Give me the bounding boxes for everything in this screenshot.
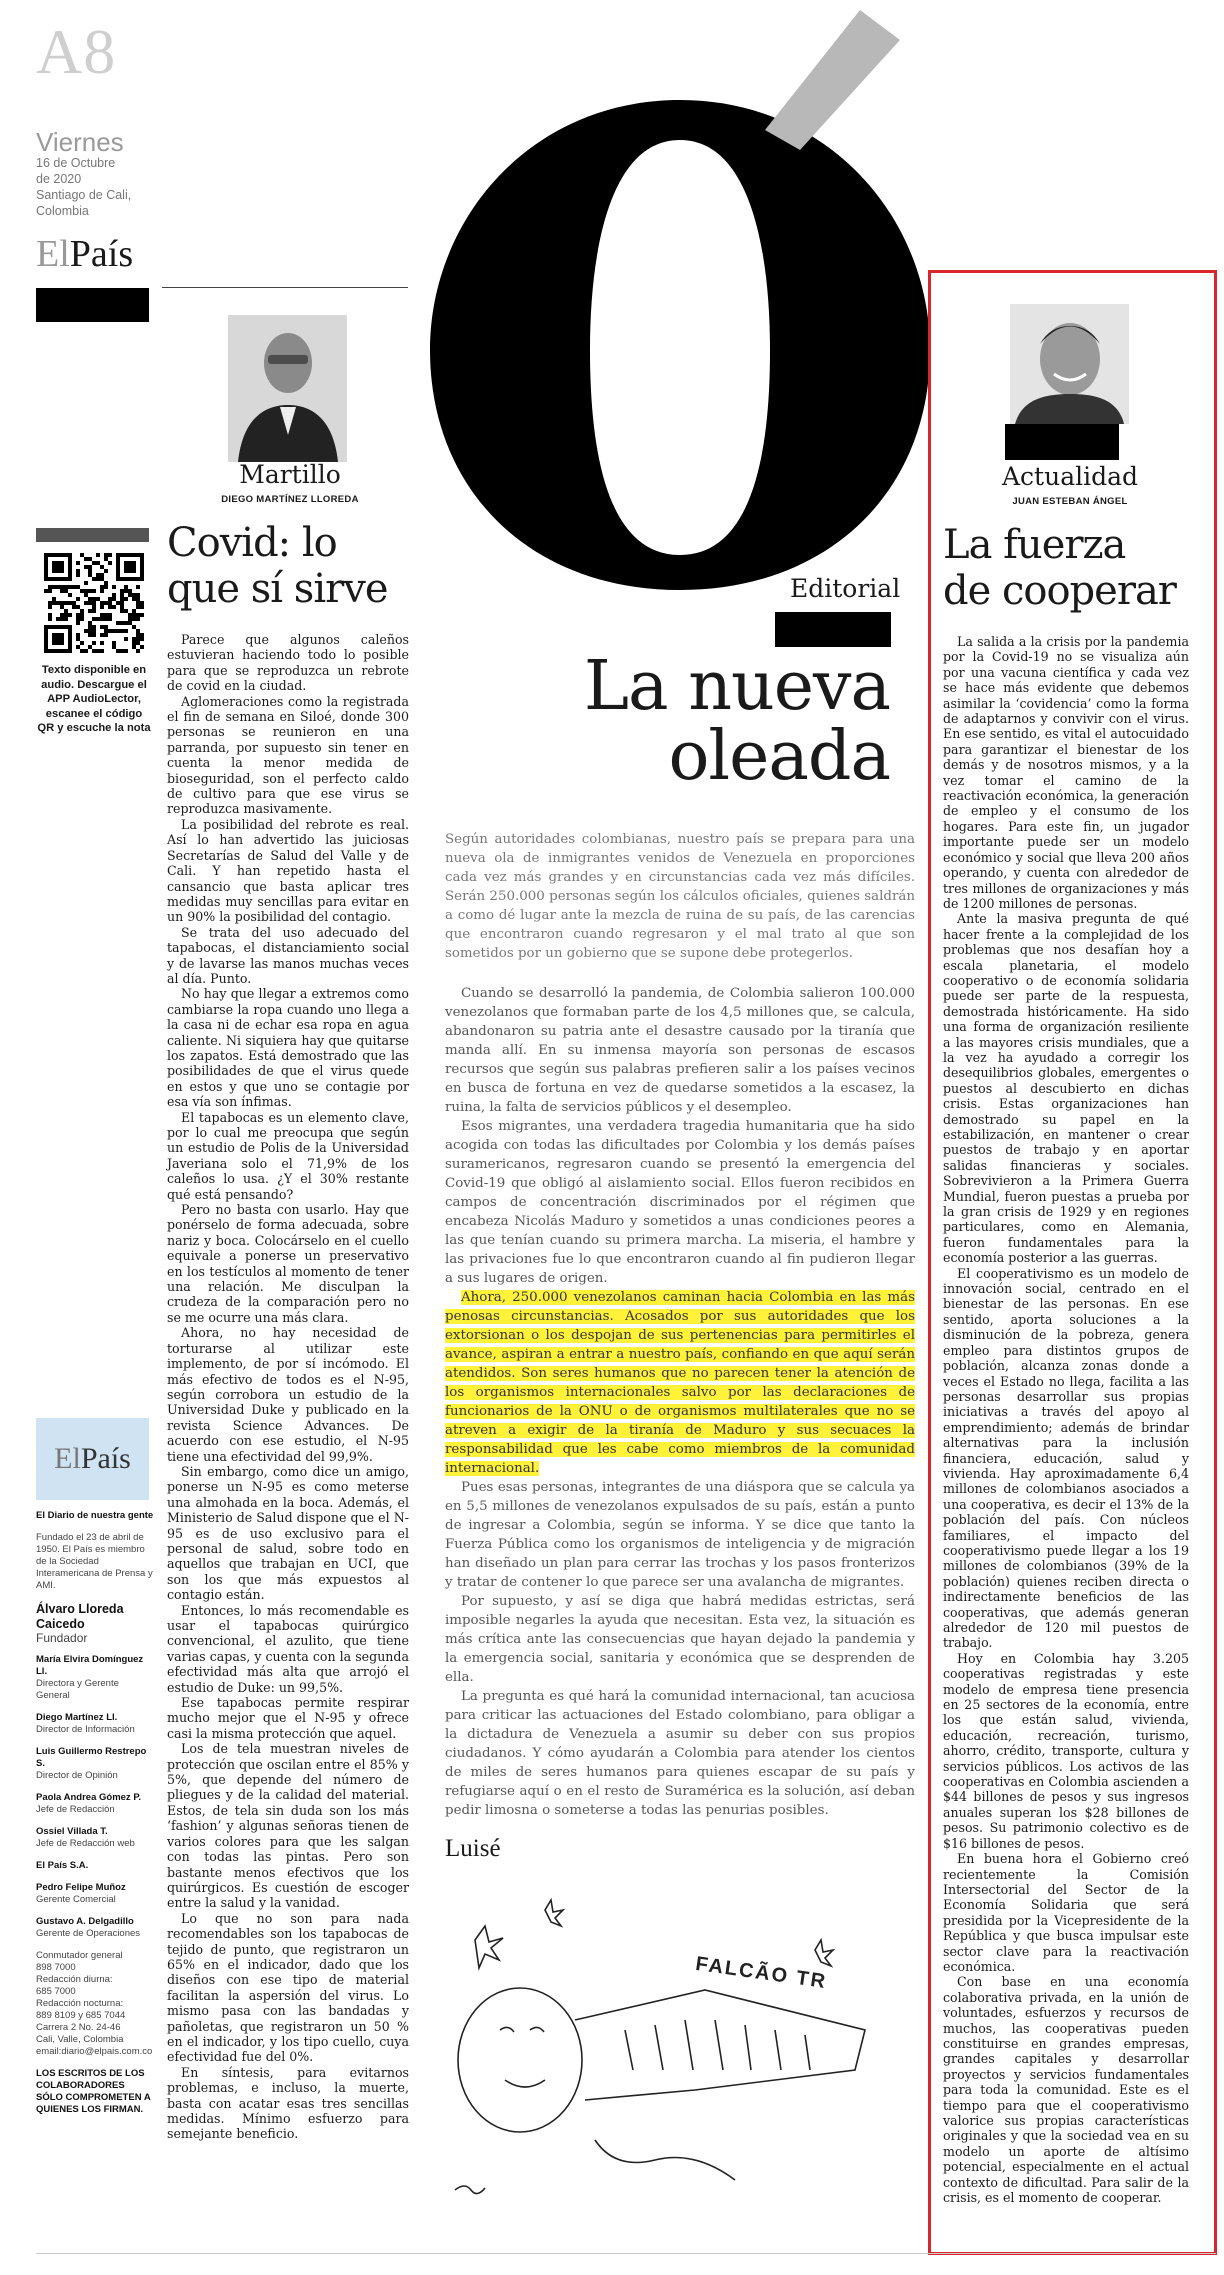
paragraph: Ante la masiva pregunta de qué hacer frente a la complejidad de los problemas que nos desafían hoy a escala planetaria, el modelo cooperativo o de economía solidaria puede ser parte de la respuesta, demostrada históricamente. Ha sido una forma de organización resiliente a las mayores crisis mundiales, que a la vez ha ayudado a corregir los desequilibrios globales, emergentes o puestos al descubierto en dichas crisis. Estas organizaciones han demostrado su papel en la estabilización, en mantener o crear puestos de trabajo y en aportar salidas financieras y sociales. Sobrevivieron a la Primera Guerra Mundial, fueron puestas a prueba por la gran crisis de 1929 y en regiones particulares, como en Alemania, fueron fundamentales para la economía posterior a las guerras. [943, 911, 1189, 1266]
contact-line: 898 7000 [36, 1962, 76, 1973]
staff-name: Gustavo A. Delgadillo [36, 1916, 134, 1927]
staff-role: Directora y Gerente General [36, 1678, 119, 1701]
staff-role: Gerente Comercial [36, 1894, 116, 1905]
editorial-headline: La nueva oleada [583, 647, 890, 796]
staff-name: Luis Guillermo Restrepo S. [36, 1746, 147, 1769]
paragraph: Cuando se desarrolló la pandemia, de Colombia salieron 100.000 venezolanos que formaban parte de los 4,5 millones que, se calcula, abandonaron su patria ante el desastre causado por la tiranía que manda allí. En su inmensa mayoría son personas de escasos recursos que según sus palabras prefieren salir a los países vecinos en busca de fortuna en vez de quedarse sometidos a la escasez, la ruina, la falta de servicios públicos y el desempleo. [445, 986, 915, 1115]
day-label: Viernes [36, 127, 124, 157]
highlighted-paragraph: Ahora, 250.000 venezolanos caminan hacia Colombia en las más penosas circunstancias. Acosados por sus autoridades que los extorsionan o los despojan de sus pertenencias para permitirles el avance, aspiran a entrar a nuestro país, confiando en que aquí serán atendidos. Son seres humanos que no parecen tener la atención de los organismos internacionales salvo por las declaraciones de funcionarios de la ONU o de organismos multilaterales que no se atreven a exigir de la tiranía de Maduro y sus secuaces la responsabilidad que les cabe como miembros de la comunidad internacional. [445, 1290, 915, 1476]
opinion-letter-logo [420, 0, 940, 610]
staff-role: Jefe de Redacción web [36, 1838, 135, 1849]
staff-name: Diego Martínez Ll. [36, 1712, 118, 1723]
contact-line: Redacción diurna: [36, 1974, 113, 1985]
date-line: Santiago de Cali, [36, 188, 132, 202]
date-line: 16 de Octubre [36, 156, 116, 170]
author-photo [1010, 304, 1129, 424]
article-headline: La fuerza de cooperar [943, 522, 1176, 614]
paragraph: Parece que algunos caleños estuvieran haciendo todo lo posible para que se reproduzca un rebrote de covid en la ciudad. [167, 632, 409, 694]
date-line: Colombia [36, 204, 89, 218]
paragraph: Pues esas personas, integrantes de una diáspora que se calcula ya en 5,5 millones de venezolanos expulsados de su país, están a punto de ingresar a Colombia, según se informa. Y se dice que tanto la Fuerza Pública como los organismos de inteligencia y de migración han diseñado un plan para cerrar las trochas y los pasos fronterizos y tratar de contener lo que parece ser una avalancha de migrantes. [445, 1480, 915, 1590]
section-bar [36, 528, 149, 542]
staff-entry [36, 1654, 154, 1702]
editorial-lead: Según autoridades colombianas, nuestro país se prepara para una nueva ola de inmigrantes venidos de Venezuela en proporciones cada vez más grandes y en circunstancias cada vez más difíciles. Serán 250.000 personas según los cálculos oficiales, quienes saldrán a como dé lugar ante la mezcla de ruina de su país, de las carencias que encontraron cuando regresaron y el mal trato al que son sometidos por un gobierno que se supone debe protegerlos. [445, 832, 915, 961]
column-name: Actualidad [1001, 462, 1138, 491]
qr-code[interactable] [44, 553, 144, 653]
staff-entry [36, 1712, 154, 1736]
contact-line: 685 7000 [36, 1986, 76, 1997]
contact-line: Carrera 2 No. 24-46 [36, 2022, 121, 2033]
article-body [167, 632, 409, 2142]
staff-name: María Elvira Domínguez Ll. [36, 1654, 144, 1677]
article-body [943, 634, 1189, 2205]
article-headline: Covid: lo que sí sirve [167, 520, 388, 612]
staff-role: Director de Información [36, 1724, 135, 1735]
divider [36, 2253, 1216, 2254]
paragraph: La salida a la crisis por la pandemia por la Covid-19 no se visualiza aún por una vacuna científica y cada vez se hace más evidente que debemos asimilar la ‘covidencia’ como la forma de adaptarnos y convivir con el virus. En ese sentido, es vital el autocuidado para garantizar el bienestar de los demás y de nosotros mismos, y a la vez tomar el camino de la reactivación económica, la generación de empleo y el consumo de los hogares. Para este fin, un jugador importante puede ser un modelo económico y social que lleva 200 años operando, y cuenta con alrededor de tres millones de organizaciones y más de 1200 millones de personas. [943, 634, 1189, 911]
author-photo [228, 315, 347, 462]
staff-entry [36, 1916, 154, 1940]
staff-name: Paola Andrea Gómez P. [36, 1792, 142, 1803]
paragraph: Los de tela muestran niveles de protección que oscilan entre el 85% y 5%, que depende del número de pliegues y de la calidad del material. Estos, de tela sin duda son los más ‘fashion’ y algunas señoras tienen de varios colores para que les salgan con todas las pintas. Pero son bastante menos efectivos que los quirúrgicos. Es cuestión de escoger entre la salud y la vanidad. [167, 1741, 409, 1911]
paragraph: Hoy en Colombia hay 3.205 cooperativas registradas y este modelo de empresa tiene presencia en 25 sectores de la economía, entre los que están salud, vivienda, educación, recreación, turismo, ahorro, crédito, transporte, cultura y servicios públicos. Los activos de las cooperativas en Colombia ascienden a $44 billones de pesos y sus ingresos anuales superan los $28 billones de pesos. Su patrimonio colectivo es de $16 billones de pesos. [943, 1650, 1189, 1851]
staff-name: Ossiel Villada T. [36, 1826, 108, 1837]
paragraph: Esos migrantes, una verdadera tragedia humanitaria que ha sido acogida con todas las dificultades por Colombia y los demás países suramericanos, regresaron cuando se presentó la emergencia del Covid-19 que obligó al aislamiento social. Ellos fueron recibidos en campos de concentración discriminados por el régimen que encabeza Nicolás Maduro y sometidos a unas condiciones peores a las que tenían cuando su primera marcha. La miseria, el hambre y las privaciones fue lo que encontraron cuando al fin pudieron llegar a sus lugares de origen. [445, 1119, 915, 1286]
redaction-bar [36, 288, 149, 322]
paragraph: Ahora, no hay necesidad de torturarse al utilizar este implemento, de por sí incómodo. El más efectivo de todos es el N-95, según corrobora un estudio de la Universidad Duke y publicado en la revista Science Advances. De acuerdo con ese estudio, el N-95 tiene una efectividad del 99,9%. [167, 1325, 409, 1464]
staff-entry [36, 1826, 154, 1850]
founder-name: Álvaro Lloreda Caicedo [36, 1602, 124, 1631]
staff-role: Director de Opinión [36, 1770, 118, 1781]
paragraph: Pero no basta con usarlo. Hay que ponérselo de forma adecuada, sobre nariz y boca. Colocárselo en el cuello equivale a ponerse un preservativo en los testículos al momento de tener una relación. Me disculpan la crudeza de la comparación pero no se me ocurre una más clara. [167, 1202, 409, 1325]
paragraph: Sin embargo, como dice un amigo, ponerse un N-95 es como meterse una almohada en la boca. Además, el Ministerio de Salud dispone que el N-95 es de uso exclusivo para el personal de salud, sobre todo en aquellos que trabajan en UCI, que son los que más expuestos al contagio están. [167, 1463, 409, 1603]
contact-line: Cali, Valle, Colombia [36, 2034, 124, 2045]
tagline: El Diario de nuestra gente [36, 1510, 154, 1521]
paragraph: Con base en una economía colaborativa privada, en la unión de voluntades, esfuerzos y recursos de muchos, las cooperativas pueden constituirse en grandes empresas, grandes capitales y desarrollar proyectos y servicios fundamentales para toda la comunidad. Este es el tiempo para que el cooperativismo valorice sus propias características originales y que la sociedad vea en su modelo un aporte de altísimo potencial, especialmente en el actual contexto de dificultad. Para salir de la crisis, es el momento de cooperar. [943, 1974, 1189, 2206]
contact-line: email:diario@elpais.com.co [36, 2046, 153, 2057]
disclaimer: LOS ESCRITOS DE LOS COLABORADORES SÓLO COMPROMETEN A QUIENES LOS FIRMAN. [36, 2068, 151, 2115]
author-name: DIEGO MARTÍNEZ LLOREDA [221, 494, 359, 505]
company-name: El País S.A. [36, 1860, 89, 1871]
contact-line: 889 8109 y 685 7044 [36, 2010, 126, 2021]
paragraph: Por supuesto, y así se diga que habrá medidas estrictas, será imposible negarles la ayuda que necesitan. Esta vez, la situación es más crítica ante las consecuencias que hayan dejado la pandemia y la emergencia social, sanitaria y económica que se desprenden de ella. [445, 1594, 915, 1685]
staff-entry [36, 1882, 154, 1906]
paragraph: La pregunta es qué hará la comunidad internacional, tan acuciosa para criticar las actuaciones del Estado colombiano, para obligar a la dictadura de Venezuela a asumir su deber con sus propios ciudadanos. Y cómo ayudarán a Colombia para atender los cientos de miles de seres humanos para quienes escapar de su país y refugiarse aquí o en el resto de Suramérica es la solución, así deban pedir limosna o someterse a todas las penurias posibles. [445, 1689, 915, 1818]
founded-note: Fundado el 23 de abril de 1950. El País es miembro de la Sociedad Interamericana de Prensa y AMI. [36, 1532, 153, 1591]
founder-role: Fundador [36, 1631, 88, 1645]
paragraph: Entonces, lo más recomendable es usar el tapabocas quirúrgico convencional, el azulito, que tiene varias capas, y cuenta con la segunda efectividad más alta que arrojó el estudio de Duke: un 99,5%. [167, 1602, 409, 1695]
divider [162, 287, 408, 288]
staff-entry [36, 1746, 154, 1782]
staff-role: Gerente de Operaciones [36, 1928, 141, 1939]
date-line: de 2020 [36, 172, 82, 186]
section-label: Editorial [790, 574, 901, 603]
cartoon-title: Luisé [445, 1835, 501, 1862]
paragraph: La posibilidad del rebrote es real. Así lo han advertido las juiciosas Secretarías de Salud del Valle y de Cali. Y han repetido hasta el cansancio que basta aplicar tres medidas muy sencillas para evitar en un 90% la posibilidad del contagio. [167, 816, 409, 925]
paragraph: En buena hora el Gobierno creó recientemente la Comisión Intersectorial del Sector de la Economía Solidaria que será presidida por la Vicepresidente de la República y que busca impulsar este sector clave para la reactivación económica. [943, 1851, 1189, 1974]
contact-line: Conmutador general [36, 1950, 123, 1961]
masthead-logo: ElPaís [36, 233, 134, 275]
editorial-body [445, 984, 915, 1820]
paragraph: Se trata del uso adecuado del tapabocas, el distanciamiento social y de lavarse las manos muchas veces al día. Punto. [167, 924, 409, 986]
paragraph: El tapabocas es un elemento clave, por lo cual me preocupa que según un estudio de Polis de la Universidad Javeriana solo el 71,9% de los caleños lo usa. ¿Y el 30% restante qué está pensando? [167, 1109, 409, 1202]
paragraph: En síntesis, para evitarnos problemas, e incluso, la muerte, basta con acatar esas tres sencillas medidas. Mínimo esfuerzo para semejante beneficio. [167, 2064, 409, 2142]
author-name: JUAN ESTEBAN ÁNGEL [1012, 496, 1128, 507]
redaction-bar [775, 612, 891, 647]
staff-name: Pedro Felipe Muñoz [36, 1882, 126, 1893]
cartoon-caption: FALCÃO TR [694, 1952, 829, 1994]
paragraph: No hay que llegar a extremos como cambiarse la ropa cuando uno llega a la casa ni de echar esa ropa en agua caliente. Ni siquiera hay que quitarse los zapatos. Está demostrado que las posibilidades de que el virus quede en estos y que uno se contagie por esa vía son ínfimas. [167, 986, 409, 1110]
column-name: Martillo [239, 460, 341, 489]
paragraph: El cooperativismo es un modelo de innovación social, centrado en el bienestar de las personas. En ese sentido, aporta soluciones a la disminución de la pobreza, genera empleo para distintos grupos de población, alcanza zonas donde a veces el Estado no llega, facilita a las personas desarrollar sus propias iniciativas a través del apoyo al emprendimiento; además de brindar alternativas para la inclusión financiera, educación, salud y vivienda. Hay aproximadamente 6,4 millones de colombianos asociados a una cooperativa, es decir el 13% de la población del país. Con núcleos familiares, el impacto del cooperativismo puede llegar a los 19 millones de colombianos (39% de la población) quienes reciben directa o indirectamente beneficios de las cooperativas, que además generan alrededor de 120 mil puestos de trabajo. [943, 1265, 1189, 1651]
paragraph: Lo que no son para nada recomendables son los tapabocas de tejido de punto, que registraron un 65% en el indicador, dado que los diseños con ese tipo de material facilitan la aspersión del virus. Lo mismo pasa con las bandadas y pañoletas, que registraron un 50 % en el indicador, y los tipo cuello, cuya efectividad fue del 0%. [167, 1910, 409, 2065]
qr-caption: Texto disponible en audio. Descargue el APP AudioLector, escanee el código QR y escuche la nota [37, 664, 151, 734]
paragraph: Ese tapabocas permite respirar mucho mejor que el N-95 y ofrece casi la misma protección que aquel. [167, 1695, 409, 1741]
page-number: A8 [36, 16, 117, 87]
redaction-bar [1005, 424, 1119, 460]
staff-role: Jefe de Redacción [36, 1804, 115, 1815]
staff-entry [36, 1792, 154, 1816]
paragraph: Aglomeraciones como la registrada el fin de semana en Siloé, donde 300 personas se reunieron en una parranda, por supuesto sin tener en cuenta la menor medida de bioseguridad, son el perfecto caldo de cultivo para que ese virus se reproduzca masivamente. [167, 693, 409, 817]
masthead-logo-small: El País [36, 1418, 149, 1500]
cartoon-drawing [445, 1880, 895, 2210]
contact-line: Redacción nocturna: [36, 1998, 124, 2009]
staff-box [36, 1510, 154, 2116]
